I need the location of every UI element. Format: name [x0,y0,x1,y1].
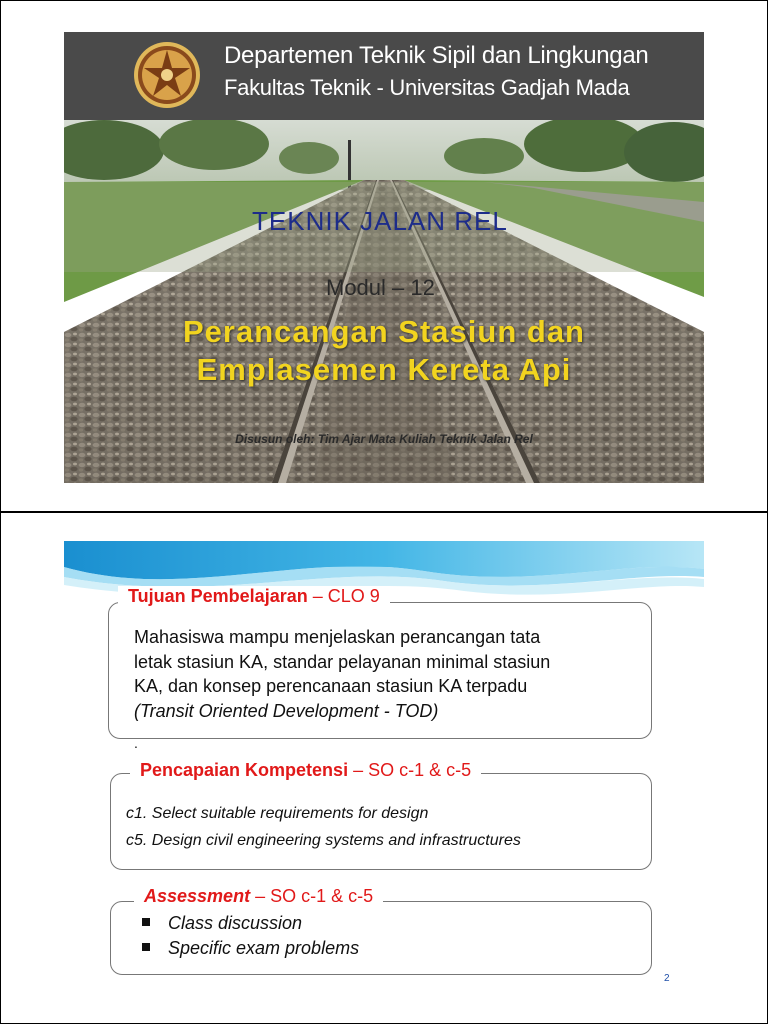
square-bullet-icon [142,918,150,926]
objectives-text [134,625,550,723]
title-slide [64,32,704,483]
slide-title-line-2: Emplasemen Kereta Api [196,352,572,387]
slide-title-line-1: Perancangan Stasiun dan [183,314,585,349]
square-bullet-icon [142,943,150,951]
faculty-name: Fakultas Teknik - Universitas Gadjah Mada [224,75,630,100]
competency-list [126,800,521,854]
assessment-title-code: – SO c-1 & c-5 [250,886,374,906]
slide-header [64,32,704,120]
objectives-slide [64,541,704,994]
list-item [142,936,359,961]
objective-line: Mahasiswa mampu menjelaskan perancangan tata [134,627,541,647]
assessment-list [142,911,359,961]
course-title: TEKNIK JALAN REL [252,206,508,236]
assessment-item: Specific exam problems [168,938,360,958]
competency-item: c1. Select suitable requirements for design [126,805,429,822]
module-label: Modul – 12 [326,275,435,300]
objectives-title [118,586,390,607]
ugm-emblem-icon [132,40,202,110]
trailing-mark: . [134,735,138,751]
competency-item: c5. Design civil engineering systems and infrastructures [126,832,521,849]
slide-divider [0,511,768,513]
objective-tod-line: (Transit Oriented Development - TOD) [134,700,439,721]
assessment-title [134,886,383,907]
objectives-title-main: Tujuan Pembelajaran [128,586,308,606]
assessment-title-main: Assessment [144,886,251,906]
competency-title [130,760,481,781]
page-number: 2 [664,973,670,984]
objectives-title-code: – CLO 9 [307,586,380,606]
competency-title-main: Pencapaian Kompetensi [140,760,349,780]
objective-line: letak stasiun KA, standar pelayanan minimal stasiun [134,651,551,672]
department-name: Departemen Teknik Sipil dan Lingkungan [224,42,649,69]
author-credit: Disusun oleh: Tim Ajar Mata Kuliah Teknik Jalan Rel [235,432,533,446]
assessment-item: Class discussion [168,913,303,933]
list-item [142,911,359,936]
objective-line: KA, dan konsep perencanaan stasiun KA terpadu [134,676,528,696]
competency-title-code: – SO c-1 & c-5 [348,760,472,780]
